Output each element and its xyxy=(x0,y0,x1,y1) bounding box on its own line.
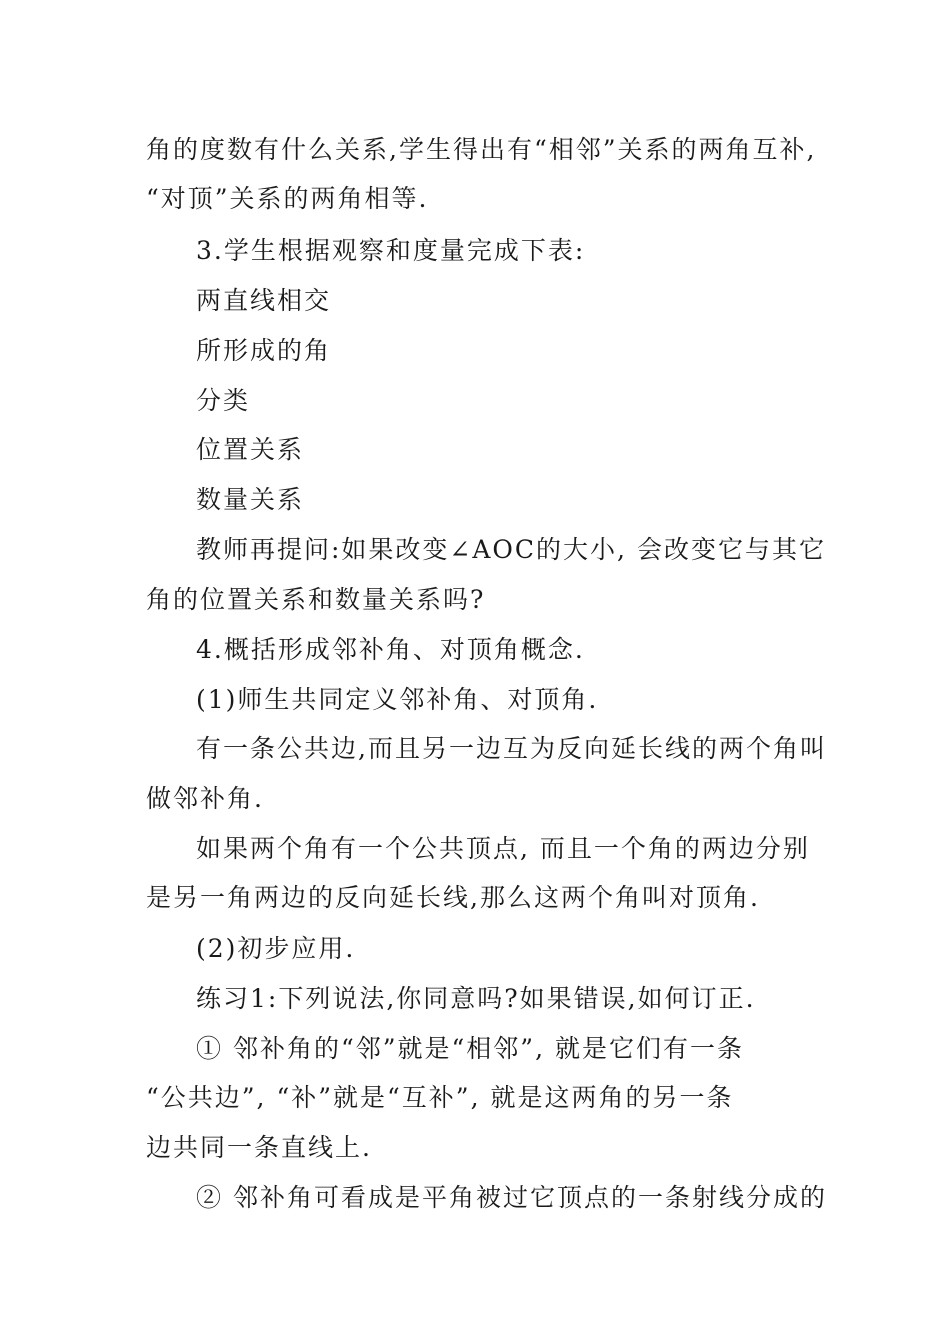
paragraph-line: 是另一角两边的反向延长线,那么这两个角叫对顶角. xyxy=(146,883,760,912)
paragraph-line: 做邻补角. xyxy=(146,784,264,813)
paragraph-line: ② 邻补角可看成是平角被过它顶点的一条射线分成的 xyxy=(196,1183,827,1212)
paragraph-line: (1)师生共同定义邻补角、对顶角. xyxy=(196,685,599,714)
paragraph-line: 4.概括形成邻补角、对顶角概念. xyxy=(196,635,585,664)
paragraph-line: (2)初步应用. xyxy=(196,934,356,963)
paragraph-line: 角的位置关系和数量关系吗? xyxy=(146,585,486,614)
table-cell-text: 位置关系 xyxy=(196,435,305,464)
paragraph-line: 有一条公共边,而且另一边互为反向延长线的两个角叫 xyxy=(196,734,827,763)
table-cell-text: 两直线相交 xyxy=(196,286,332,315)
paragraph-line: 如果两个角有一个公共顶点, 而且一个角的两边分别 xyxy=(196,834,810,863)
table-cell-text: 数量关系 xyxy=(196,485,305,514)
paragraph-line: “对顶”关系的两角相等. xyxy=(146,184,429,213)
paragraph-line: “公共边”, “补”就是“互补”, 就是这两角的另一条 xyxy=(146,1083,734,1112)
paragraph-line: 练习1:下列说法,你同意吗?如果错误,如何订正. xyxy=(196,984,756,1013)
paragraph-line: 边共同一条直线上. xyxy=(146,1133,372,1162)
table-cell-text: 所形成的角 xyxy=(196,336,332,365)
table-cell-text: 分类 xyxy=(196,386,251,415)
paragraph-line: ① 邻补角的“邻”就是“相邻”, 就是它们有一条 xyxy=(196,1034,744,1063)
paragraph-line: 角的度数有什么关系,学生得出有“相邻”关系的两角互补, xyxy=(146,135,817,164)
paragraph-line: 教师再提问:如果改变∠AOC的大小, 会改变它与其它 xyxy=(196,535,826,564)
paragraph-line: 3.学生根据观察和度量完成下表: xyxy=(196,236,586,265)
